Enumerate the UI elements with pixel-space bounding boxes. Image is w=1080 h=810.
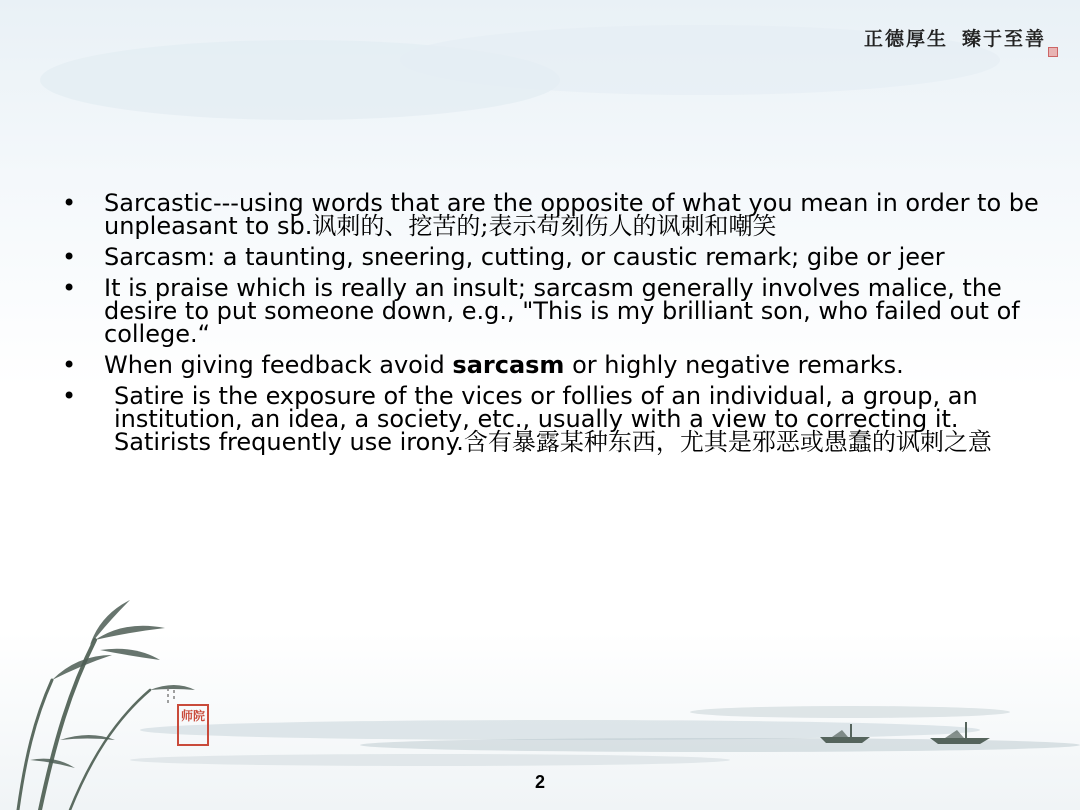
bullet-icon: • <box>62 243 77 271</box>
page-number: 2 <box>534 772 545 792</box>
bullet-item-sarcasm <box>62 243 1042 271</box>
bullet-icon: • <box>62 382 77 410</box>
motto-part-2: 臻于至善 <box>961 28 1046 50</box>
bullet-text-en: Sarcasm: a taunting, sneering, cutting, or caustic remark; gibe or jeer <box>104 243 945 271</box>
bullet-item-satire <box>62 382 1042 456</box>
bullet-text-en: It is praise which is really an insult; sarcasm generally involves malice, the desire to put someone down, e.g., "This is my brilliant son, who failed out of college.“ <box>104 274 1020 348</box>
bullet-icon: • <box>62 351 77 379</box>
slide-content <box>62 189 1042 462</box>
bullet-list <box>62 189 1042 456</box>
motto-part-1: 正德厚生 <box>863 28 948 50</box>
bullet-item-praise-insult <box>62 274 1042 348</box>
bullet-text-before: When giving feedback avoid <box>104 351 453 379</box>
bullet-text-en: Satire is the exposure of the vices or follies of an individual, a group, an institution, an idea, a society, etc., usually with a view to correcting it. Satirists frequently use irony. <box>114 382 978 456</box>
school-motto <box>864 24 1046 51</box>
bullet-text-after: or highly negative remarks. <box>564 351 904 379</box>
bullet-icon: • <box>62 189 77 217</box>
bullet-text-bold: sarcasm <box>452 351 565 379</box>
bullet-item-feedback <box>62 351 1042 379</box>
bullet-item-sarcastic <box>62 189 1042 240</box>
seal-stamp: 师院 <box>180 709 205 723</box>
bullet-icon: • <box>62 274 77 302</box>
motto-seal-icon <box>1048 47 1058 57</box>
bullet-text-cn: 含有暴露某种东西，尤其是邪恶或愚蠢的讽刺之意 <box>463 428 992 456</box>
bullet-text-en: Sarcastic---using words that are the opposite of what you mean in order to be unpleasant to sb. <box>104 189 1039 240</box>
bullet-text-cn: 讽刺的、挖苦的;表示苟刻伤人的讽刺和嘲笑 <box>312 212 777 240</box>
